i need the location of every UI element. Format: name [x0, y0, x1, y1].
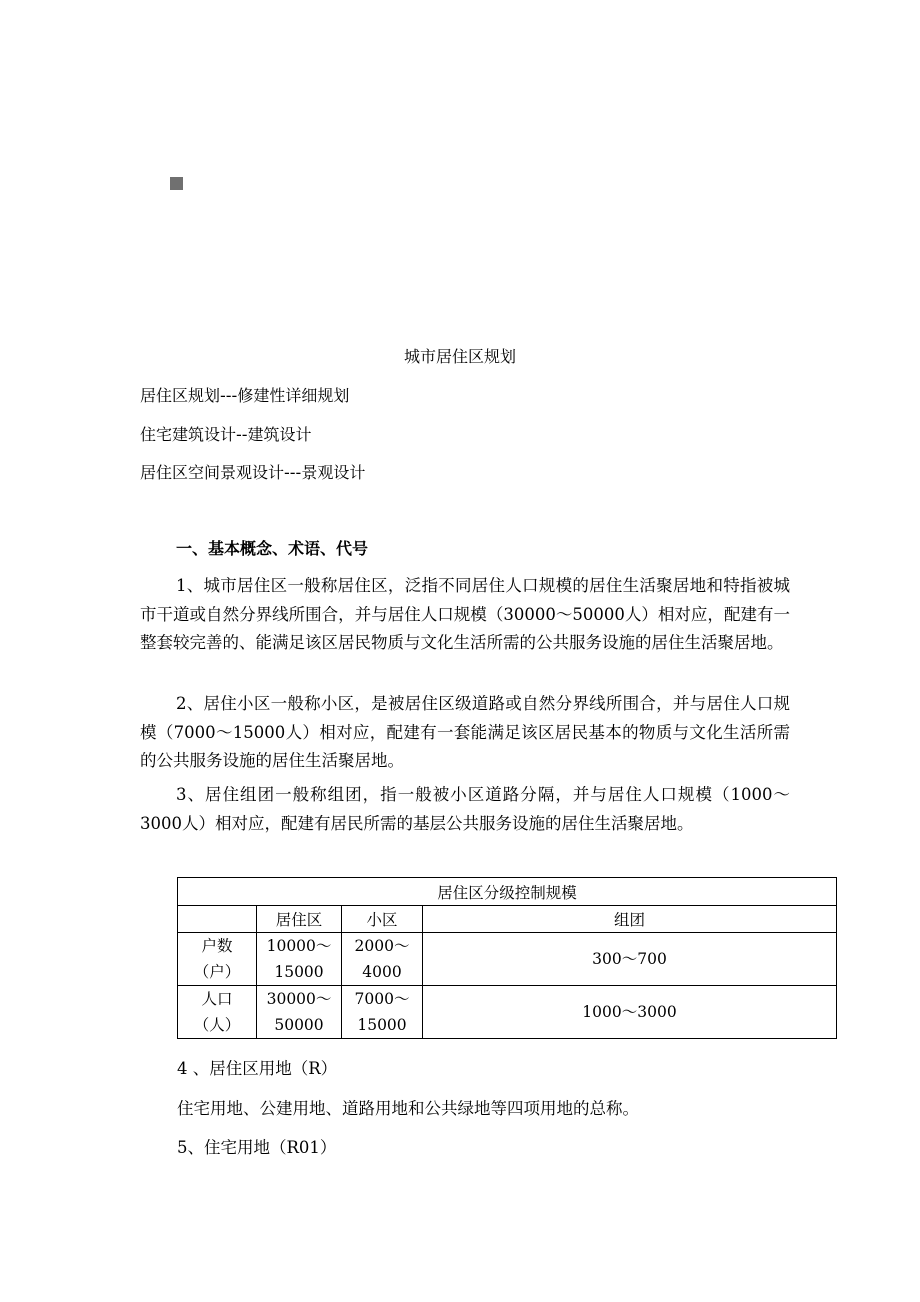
grade-control-table	[177, 877, 837, 1039]
section-heading: 一、基本概念、术语、代号	[176, 539, 369, 558]
document-title: 城市居住区规划	[403, 347, 516, 366]
cell-line: 10000～	[266, 937, 332, 955]
table-header-quarter: 小区	[342, 906, 423, 933]
gray-square-bullet-icon	[170, 177, 183, 190]
subline-landscape: 居住区空间景观设计---景观设计	[140, 463, 366, 482]
table-header-district: 居住区	[257, 906, 342, 933]
cell-quarter-population	[342, 986, 423, 1039]
cell-quarter-households	[342, 933, 423, 986]
table-header-empty	[178, 906, 257, 933]
cell-district-households	[257, 933, 342, 986]
row-label-households	[178, 933, 257, 986]
row-label-line: （人）	[193, 1016, 241, 1034]
item4-title: 4 、居住区用地（R）	[177, 1059, 338, 1078]
cell-line: 30000～	[266, 990, 332, 1008]
cell-line: 7000～	[354, 990, 410, 1008]
paragraph-residential-quarter: 2、居住小区一般称小区，是被居住区级道路或自然分界线所围合，并与居住人口规模（7000～15000人）相对应，配建有一套能满足该区居民基本的物质与文化生活所需的公共服务设施的居住生活聚居地。	[140, 694, 790, 770]
row-label-population	[178, 986, 257, 1039]
table-caption: 居住区分级控制规模	[178, 878, 837, 906]
cell-district-population	[257, 986, 342, 1039]
cell-line: 50000	[274, 1016, 324, 1034]
table-header-group: 组团	[423, 906, 837, 933]
cell-line: 4000	[362, 963, 402, 981]
row-label-line: 户数	[201, 937, 233, 955]
row-label-line: （户）	[193, 963, 241, 981]
subline-planning: 居住区规划---修建性详细规划	[140, 386, 350, 405]
paragraph-residential-group: 3、居住组团一般称组团，指一般被小区道路分隔，并与居住人口规模（1000～3000人）相对应，配建有居民所需的基层公共服务设施的居住生活聚居地。	[140, 785, 790, 833]
cell-group-population: 1000～3000	[423, 986, 837, 1039]
cell-line: 15000	[357, 1016, 407, 1034]
table-row	[178, 933, 837, 986]
table-row	[178, 986, 837, 1039]
item5-title: 5、住宅用地（R01）	[177, 1138, 337, 1157]
row-label-line: 人口	[201, 990, 233, 1008]
paragraph-residential-district: 1、城市居住区一般称居住区，泛指不同居住人口规模的居住生活聚居地和特指被城市干道或自然分界线所围合，并与居住人口规模（30000～50000人）相对应，配建有一整套较完善的、能满足该区居民物质与文化生活所需的公共服务设施的居住生活聚居地。	[140, 576, 790, 652]
cell-line: 2000～	[354, 937, 410, 955]
cell-group-households: 300～700	[423, 933, 837, 986]
cell-line: 15000	[274, 963, 324, 981]
subline-architecture: 住宅建筑设计--建筑设计	[140, 425, 312, 444]
item4-text: 住宅用地、公建用地、道路用地和公共绿地等四项用地的总称。	[177, 1099, 639, 1118]
